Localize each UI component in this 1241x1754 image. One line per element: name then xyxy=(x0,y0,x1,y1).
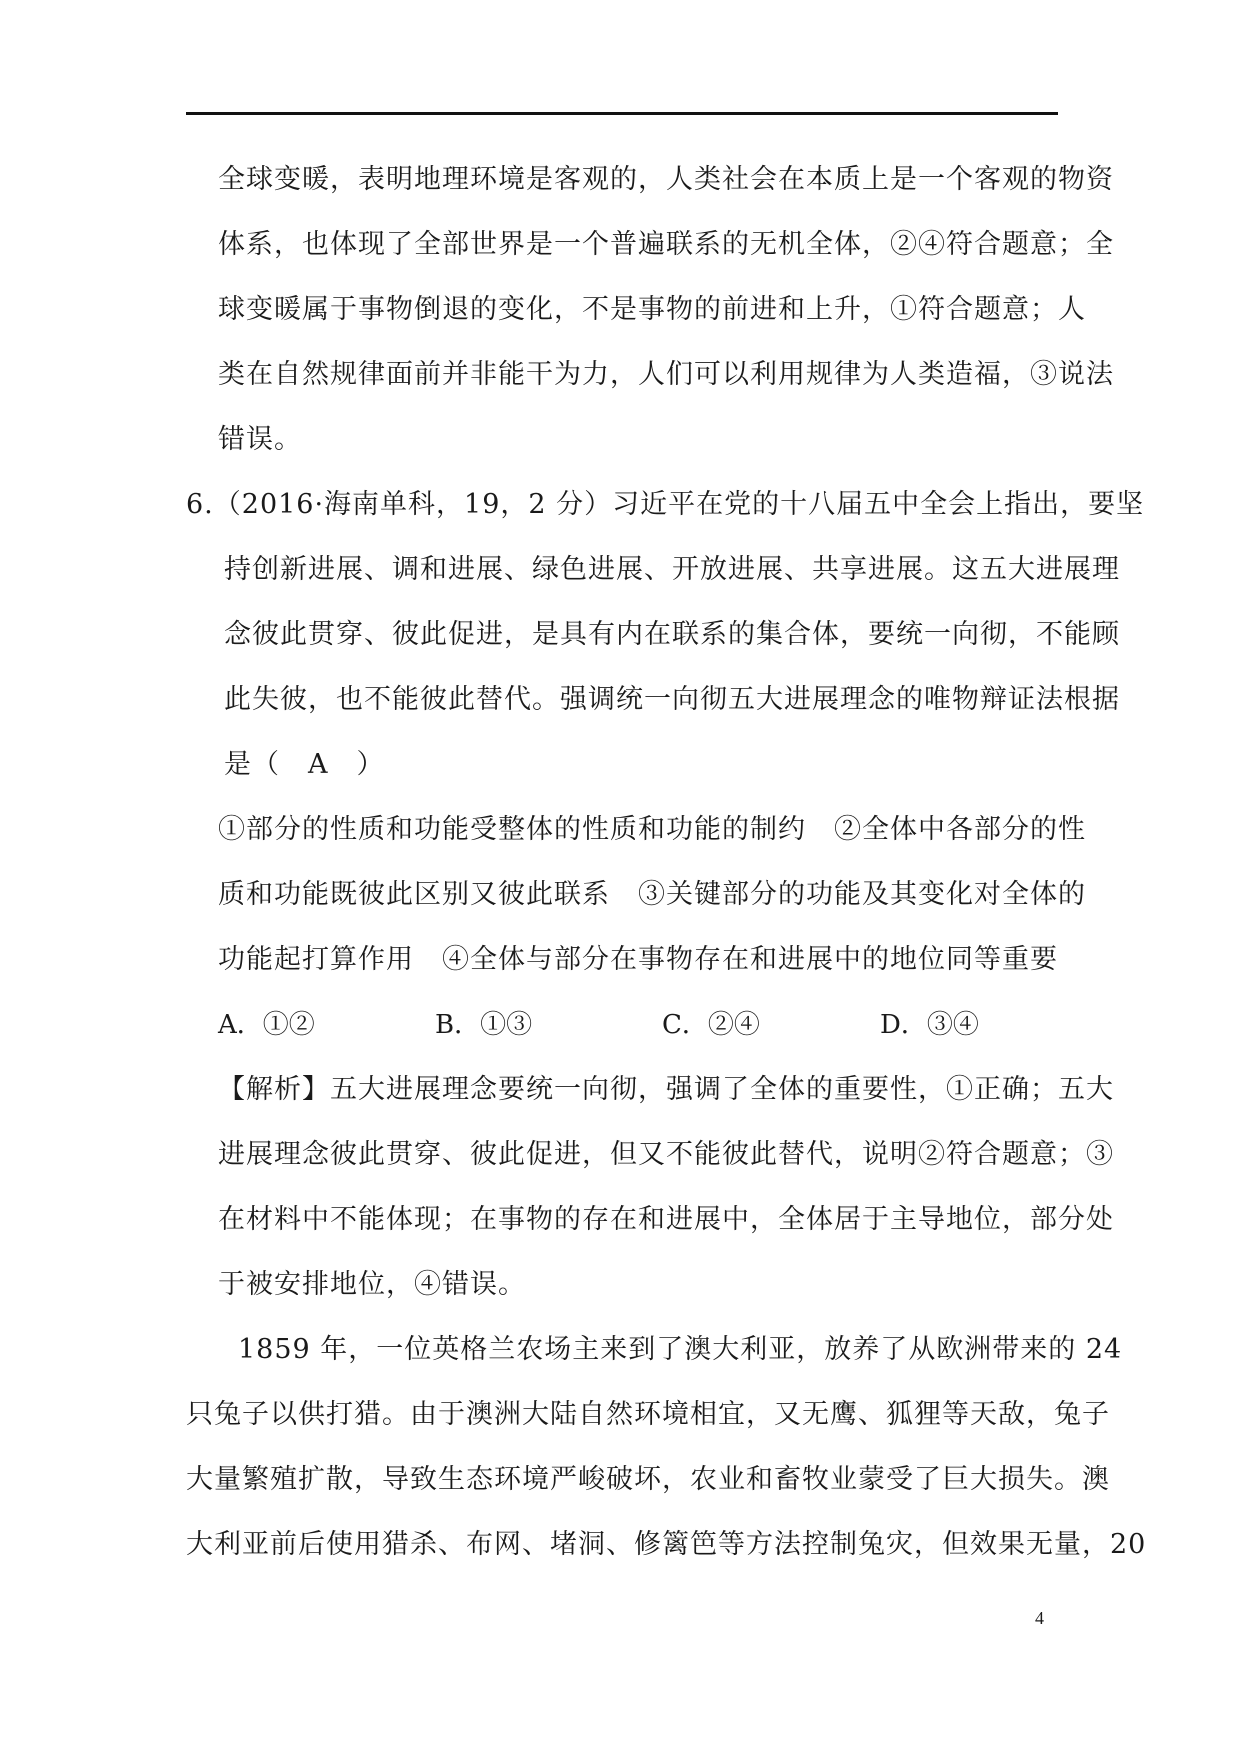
option-b: B．①③ xyxy=(435,1010,533,1040)
material-line: 只兔子以供打猎。由于澳洲大陆自然环境相宜，又无鹰、狐狸等天敌，兔子 xyxy=(186,1399,1110,1430)
analysis-line: 【解析】五大进展理念要统一向彻，强调了全体的重要性，①正确；五大 xyxy=(218,1074,1114,1105)
question-stem-line: 6.（2016·海南单科，19，2 分）习近平在党的十八届五中全会上指出，要坚 xyxy=(186,489,1145,520)
page-number: 4 xyxy=(1035,1608,1044,1628)
statement-line: 质和功能既彼此区别又彼此联系 ③关键部分的功能及其变化对全体的 xyxy=(218,879,1086,910)
question-stem-line: 持创新进展、调和进展、绿色进展、开放进展、共享进展。这五大进展理 xyxy=(224,554,1120,585)
material-line: 大利亚前后使用猎杀、布网、堵洞、修篱笆等方法控制兔灾，但效果无量，20 xyxy=(186,1529,1147,1560)
question-stem-line: 是（ A ） xyxy=(224,749,385,780)
analysis-line: 于被安排地位，④错误。 xyxy=(218,1269,526,1300)
analysis-prev-line: 体系，也体现了全部世界是一个普遍联系的无机全体，②④符合题意；全 xyxy=(218,229,1114,260)
analysis-prev-line: 类在自然规律面前并非能干为力，人们可以利用规律为人类造福，③说法 xyxy=(218,359,1114,390)
question-stem-line: 念彼此贯穿、彼此促进，是具有内在联系的集合体，要统一向彻，不能顾 xyxy=(224,619,1120,650)
analysis-prev-line: 球变暖属于事物倒退的变化，不是事物的前进和上升，①符合题意；人 xyxy=(218,294,1086,325)
material-line: 大量繁殖扩散，导致生态环境严峻破坏，农业和畜牧业蒙受了巨大损失。澳 xyxy=(186,1464,1110,1495)
material-line: 1859 年，一位英格兰农场主来到了澳大利亚，放养了从欧洲带来的 24 xyxy=(238,1334,1123,1365)
analysis-prev-line: 错误。 xyxy=(218,424,302,455)
header-rule xyxy=(186,112,1058,115)
analysis-line: 进展理念彼此贯穿、彼此促进，但又不能彼此替代，说明②符合题意；③ xyxy=(218,1139,1114,1170)
option-a: A．①② xyxy=(218,1010,315,1040)
analysis-line: 在材料中不能体现；在事物的存在和进展中，全体居于主导地位，部分处 xyxy=(218,1204,1114,1235)
statement-line: 功能起打算作用 ④全体与部分在事物存在和进展中的地位同等重要 xyxy=(218,944,1058,975)
analysis-prev-line: 全球变暖，表明地理环境是客观的，人类社会在本质上是一个客观的物资 xyxy=(218,164,1114,195)
option-d: D．③④ xyxy=(880,1010,979,1040)
question-stem-line: 此失彼，也不能彼此替代。强调统一向彻五大进展理念的唯物辩证法根据 xyxy=(224,684,1120,715)
statement-line: ①部分的性质和功能受整体的性质和功能的制约 ②全体中各部分的性 xyxy=(218,814,1086,845)
option-c: C．②④ xyxy=(662,1010,760,1040)
